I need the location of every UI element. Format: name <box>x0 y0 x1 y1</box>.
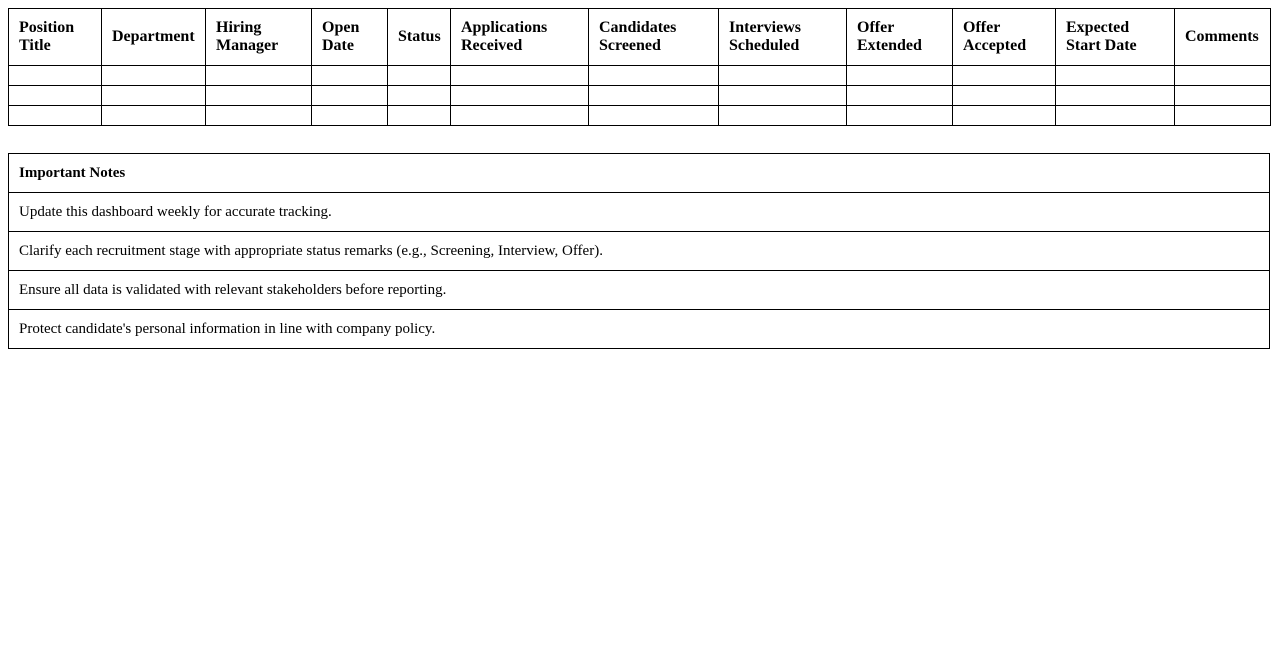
recruitment-tracker-table <box>8 8 1271 126</box>
table-cell[interactable] <box>451 66 589 86</box>
table-cell[interactable] <box>847 66 953 86</box>
table-row <box>9 106 1271 126</box>
note-item: Clarify each recruitment stage with appropriate status remarks (e.g., Screening, Interview, Offer). <box>9 232 1270 271</box>
table-cell[interactable] <box>451 86 589 106</box>
table-cell[interactable] <box>9 66 102 86</box>
column-header-department: Department <box>102 9 206 66</box>
table-cell[interactable] <box>953 66 1056 86</box>
note-row <box>9 232 1270 271</box>
note-row <box>9 193 1270 232</box>
table-cell[interactable] <box>719 86 847 106</box>
table-cell[interactable] <box>9 106 102 126</box>
table-row <box>9 66 1271 86</box>
table-cell[interactable] <box>206 86 312 106</box>
notes-heading-row <box>9 154 1270 193</box>
note-row <box>9 310 1270 349</box>
table-cell[interactable] <box>102 86 206 106</box>
table-cell[interactable] <box>953 106 1056 126</box>
column-header-offer-accepted: Offer Accepted <box>953 9 1056 66</box>
table-cell[interactable] <box>1175 86 1271 106</box>
table-cell[interactable] <box>388 106 451 126</box>
column-header-interviews-scheduled: Interviews Scheduled <box>719 9 847 66</box>
table-cell[interactable] <box>206 106 312 126</box>
table-cell[interactable] <box>719 106 847 126</box>
table-cell[interactable] <box>388 86 451 106</box>
column-header-position-title: Position Title <box>9 9 102 66</box>
table-cell[interactable] <box>102 66 206 86</box>
table-cell[interactable] <box>1175 66 1271 86</box>
note-item: Ensure all data is validated with relevant stakeholders before reporting. <box>9 271 1270 310</box>
table-cell[interactable] <box>1056 66 1175 86</box>
note-item: Update this dashboard weekly for accurate tracking. <box>9 193 1270 232</box>
table-cell[interactable] <box>312 106 388 126</box>
column-header-expected-start-date: Expected Start Date <box>1056 9 1175 66</box>
table-cell[interactable] <box>953 86 1056 106</box>
important-notes-table <box>8 153 1270 349</box>
note-item: Protect candidate's personal information in line with company policy. <box>9 310 1270 349</box>
table-row <box>9 86 1271 106</box>
table-cell[interactable] <box>1175 106 1271 126</box>
table-cell[interactable] <box>102 106 206 126</box>
table-cell[interactable] <box>9 86 102 106</box>
table-cell[interactable] <box>312 66 388 86</box>
column-header-offer-extended: Offer Extended <box>847 9 953 66</box>
table-cell[interactable] <box>589 86 719 106</box>
table-cell[interactable] <box>451 106 589 126</box>
column-header-comments: Comments <box>1175 9 1271 66</box>
table-cell[interactable] <box>1056 86 1175 106</box>
note-row <box>9 271 1270 310</box>
table-header-row <box>9 9 1271 66</box>
table-cell[interactable] <box>388 66 451 86</box>
table-cell[interactable] <box>1056 106 1175 126</box>
table-cell[interactable] <box>719 66 847 86</box>
column-header-applications-received: Applications Received <box>451 9 589 66</box>
table-cell[interactable] <box>589 66 719 86</box>
table-cell[interactable] <box>847 106 953 126</box>
column-header-hiring-manager: Hiring Manager <box>206 9 312 66</box>
notes-heading: Important Notes <box>9 154 1270 193</box>
table-cell[interactable] <box>206 66 312 86</box>
table-cell[interactable] <box>589 106 719 126</box>
column-header-open-date: Open Date <box>312 9 388 66</box>
column-header-candidates-screened: Candidates Screened <box>589 9 719 66</box>
table-cell[interactable] <box>312 86 388 106</box>
table-cell[interactable] <box>847 86 953 106</box>
column-header-status: Status <box>388 9 451 66</box>
